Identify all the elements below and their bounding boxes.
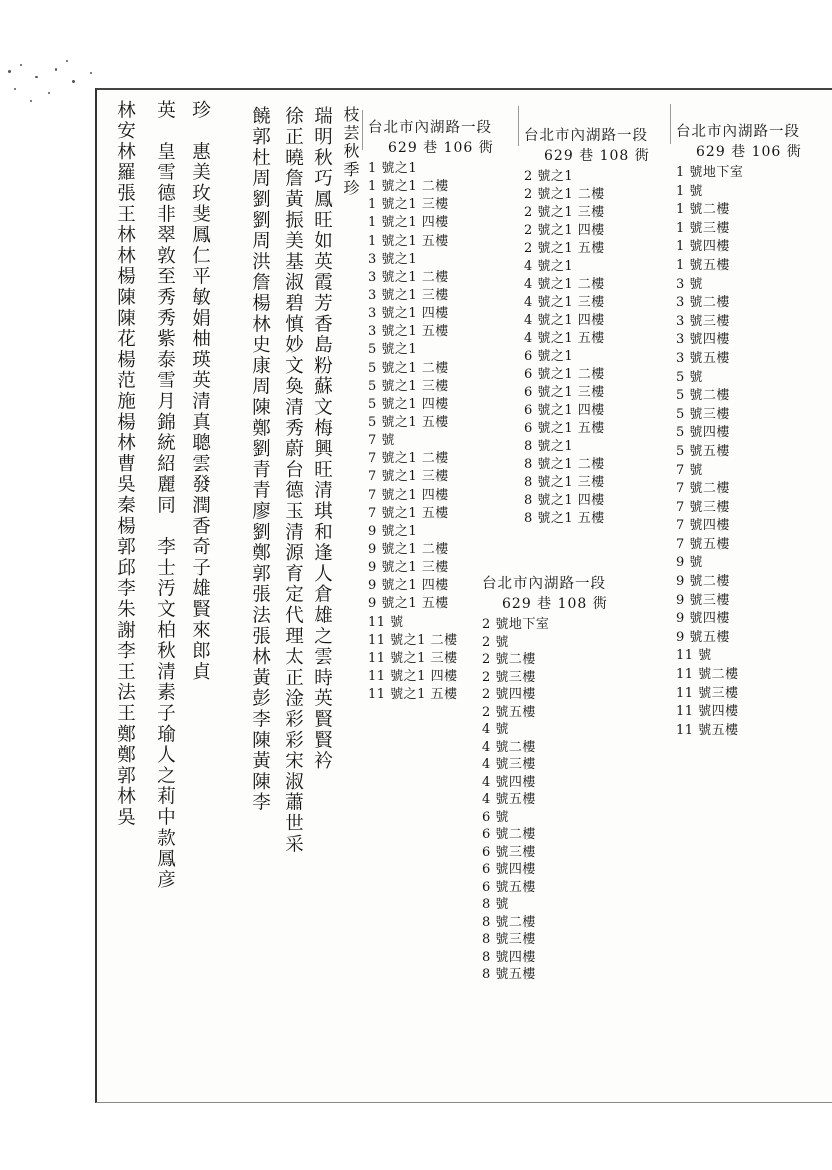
list-item: 7 號之1 三樓 [368, 469, 449, 485]
divider [362, 110, 363, 150]
list-item: 11 號四樓 [676, 704, 739, 720]
list-item: 2 號地下室 [482, 617, 550, 632]
list-item: 8 號之1 五樓 [524, 511, 605, 526]
address-block-2 [524, 124, 650, 528]
list-item: 4 號之1 [524, 259, 574, 274]
list-item: 6 號三樓 [482, 844, 536, 860]
list-item: 8 號三樓 [482, 932, 536, 947]
address-block-1 [368, 116, 494, 704]
list-item: 3 號之1 五樓 [368, 324, 449, 340]
list-item: 5 號之1 四樓 [368, 396, 449, 412]
list-item: 8 號之1 三樓 [524, 475, 605, 490]
block-header: 台北市內湖路一段 [482, 576, 606, 592]
list-item: 1 號之1 [368, 161, 418, 176]
block-header: 台北市內湖路一段 [676, 124, 800, 140]
list-item: 3 號五樓 [676, 350, 730, 366]
list-item: 3 號之1 二樓 [368, 269, 449, 285]
list-item: 2 號三樓 [482, 669, 536, 685]
list-item: 6 號之1 [524, 349, 574, 364]
list-item: 9 號二樓 [676, 574, 730, 590]
list-item: 2 號二樓 [482, 652, 536, 667]
list-item: 9 號之1 三樓 [368, 560, 449, 576]
list-item: 3 號之1 [368, 251, 418, 267]
list-item: 3 號二樓 [676, 295, 730, 311]
list-item: 1 號二樓 [676, 202, 730, 218]
list-item: 9 號五樓 [676, 629, 730, 645]
list-item: 7 號五樓 [676, 536, 730, 552]
divider [670, 104, 671, 144]
list-item: 3 號三樓 [676, 313, 730, 329]
list-item: 5 號之1 五樓 [368, 414, 449, 430]
list-item: 6 號五樓 [482, 879, 536, 895]
block-header: 台北市內湖路一段 [368, 120, 492, 136]
list-item: 2 號之1 二樓 [524, 187, 605, 202]
list-item: 11 號之1 五樓 [368, 687, 458, 703]
list-item: 11 號之1 二樓 [368, 632, 458, 648]
list-item: 2 號四樓 [482, 687, 536, 702]
list-item: 3 號之1 三樓 [368, 287, 449, 303]
list-item: 1 號之1 二樓 [368, 179, 449, 195]
list-item: 4 號之1 四樓 [524, 313, 605, 328]
list-item: 7 號 [676, 462, 703, 478]
list-item: 8 號二樓 [482, 914, 536, 930]
list-item: 2 號之1 三樓 [524, 205, 605, 220]
list-item: 6 號之1 五樓 [524, 421, 605, 436]
list-item: 5 號四樓 [676, 425, 730, 441]
list-item: 11 號之1 三樓 [368, 650, 458, 666]
list-item: 4 號四樓 [482, 774, 536, 790]
list-item: 8 號之1 二樓 [524, 457, 605, 472]
list-item: 11 號三樓 [676, 685, 739, 701]
list-item: 3 號 [676, 276, 703, 292]
list-item: 5 號之1 [368, 342, 418, 358]
divider [518, 106, 519, 146]
list-item: 6 號二樓 [482, 827, 536, 842]
block-subheader: 629 巷 108 衖 [502, 596, 608, 612]
list-item: 3 號四樓 [676, 332, 730, 348]
list-item: 3 號之1 四樓 [368, 306, 449, 322]
list-item: 1 號三樓 [676, 220, 730, 236]
list-item: 11 號五樓 [676, 722, 739, 738]
list-item: 6 號 [482, 809, 509, 825]
list-item: 4 號 [482, 722, 509, 737]
name-column-7: 枝芸秋季珍 [341, 106, 360, 198]
list-item: 7 號四樓 [676, 518, 730, 534]
block-subheader: 629 巷 108 衖 [544, 148, 650, 164]
list-item: 7 號之1 四樓 [368, 487, 449, 503]
name-column-4: 饒郭杜周劉劉周洪詹楊林史康周陳鄭劉青青廖劉鄭郭張法張林黃彭李陳黃陳李 [249, 106, 271, 814]
list-item: 9 號 [676, 555, 703, 571]
list-item: 2 號之1 四樓 [524, 223, 605, 238]
list-item: 1 號地下室 [676, 165, 744, 180]
list-item: 2 號五樓 [482, 704, 536, 720]
list-item: 7 號之1 二樓 [368, 451, 449, 467]
list-item: 4 號五樓 [482, 792, 536, 807]
list-item: 11 號 [368, 614, 404, 630]
list-item: 8 號 [482, 897, 509, 912]
name-column-6: 瑞明秋巧鳳旺如英霞芳香島粉蘇文梅興旺清琪和逢人倉雄之雲時英賢賢衿 [311, 106, 333, 772]
name-column-3: 林安林羅張王林林楊陳陳花楊范施楊林曹吳秦楊郭邱李朱謝李王法王鄭鄭郭林吳 [114, 100, 136, 828]
list-item: 4 號之1 三樓 [524, 295, 605, 310]
list-item: 11 號二樓 [676, 667, 739, 683]
list-item: 9 號之1 [368, 523, 418, 539]
list-item: 4 號二樓 [482, 739, 536, 755]
name-column-5: 徐正曉詹黃振美基淑碧慎妙文奐清秀蔚台德玉清源育定代理太正淦彩彩宋淑蕭世采 [282, 106, 304, 855]
list-item: 4 號之1 五樓 [524, 331, 605, 346]
address-list [482, 616, 608, 984]
list-item: 6 號之1 四樓 [524, 403, 605, 418]
list-item: 5 號二樓 [676, 388, 730, 404]
list-item: 11 號 [676, 648, 712, 664]
address-list [368, 160, 494, 704]
list-item: 5 號五樓 [676, 443, 730, 459]
block-header: 台北市內湖路一段 [524, 128, 648, 144]
name-column-2: 英 皇雪德非翠敦至秀秀紫泰雪月錦統紹麗同 李士汚文柏秋清素子瑜人之莉中款鳳彦 [154, 100, 176, 891]
list-item: 9 號之1 二樓 [368, 541, 449, 557]
list-item: 1 號五樓 [676, 257, 730, 273]
block-subheader: 629 巷 106 衖 [388, 140, 494, 156]
list-item: 5 號之1 二樓 [368, 360, 449, 376]
address-list [524, 168, 650, 528]
block-subheader: 629 巷 106 衖 [696, 144, 802, 160]
list-item: 8 號四樓 [482, 949, 536, 965]
list-item: 4 號之1 二樓 [524, 277, 605, 292]
list-item: 7 號之1 五樓 [368, 505, 449, 521]
list-item: 7 號三樓 [676, 499, 730, 515]
list-item: 8 號之1 四樓 [524, 493, 605, 508]
address-block-4 [482, 572, 608, 984]
list-item: 6 號之1 三樓 [524, 385, 605, 400]
list-item: 7 號 [368, 433, 395, 449]
list-item: 9 號四樓 [676, 611, 730, 627]
list-item: 6 號之1 二樓 [524, 367, 605, 382]
list-item: 2 號 [482, 634, 509, 650]
list-item: 7 號二樓 [676, 481, 730, 497]
list-item: 2 號之1 [524, 169, 574, 184]
list-item: 5 號三樓 [676, 406, 730, 422]
list-item: 5 號 [676, 369, 703, 385]
list-item: 8 號五樓 [482, 967, 536, 982]
address-list [676, 164, 802, 740]
name-column-1: 珍 惠美玫斐鳳仁平敏娟柚瑛英清真聰雲發潤香奇子雄賢來郎貞 [189, 100, 211, 683]
list-item: 5 號之1 三樓 [368, 378, 449, 394]
list-item: 4 號三樓 [482, 757, 536, 772]
list-item: 9 號之1 五樓 [368, 596, 449, 612]
list-item: 8 號之1 [524, 439, 574, 454]
list-item: 1 號之1 三樓 [368, 197, 449, 213]
list-item: 6 號四樓 [482, 862, 536, 877]
list-item: 9 號之1 四樓 [368, 578, 449, 594]
list-item: 9 號三樓 [676, 592, 730, 608]
address-block-3 [676, 120, 802, 740]
list-item: 1 號之1 四樓 [368, 215, 449, 231]
list-item: 1 號四樓 [676, 239, 730, 255]
list-item: 2 號之1 五樓 [524, 241, 605, 256]
list-item: 1 號 [676, 183, 703, 199]
list-item: 1 號之1 五樓 [368, 233, 449, 249]
list-item: 11 號之1 四樓 [368, 668, 458, 684]
